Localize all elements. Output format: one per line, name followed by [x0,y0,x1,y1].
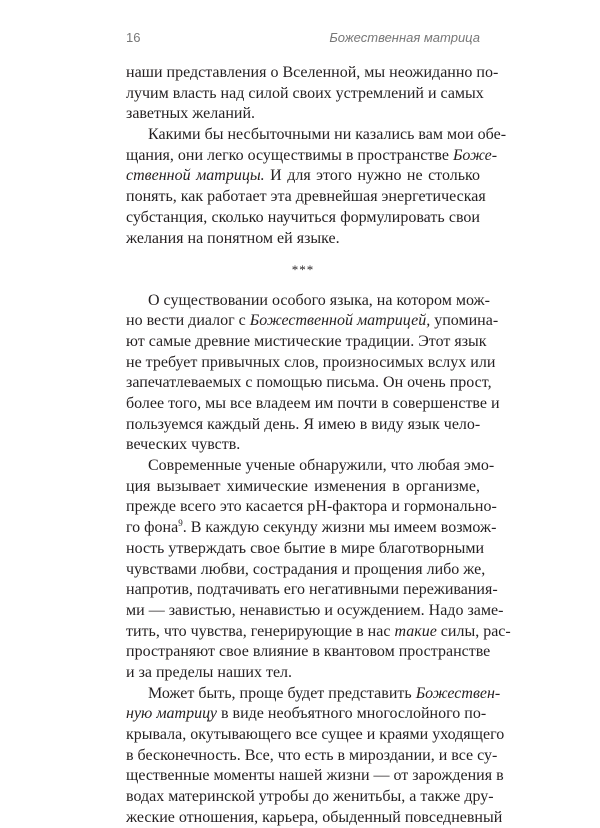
text-line [126,663,480,684]
text-line [126,518,497,539]
body-text [126,63,511,828]
text-run: не требует привычных слов, произносимых вслух или [126,353,496,371]
text-run: Может быть, проще будет представить [148,684,416,702]
text-line [126,477,480,498]
italic-text: такие [394,622,437,640]
footnote-marker: 9 [178,518,183,529]
text-line [126,415,480,436]
paragraph [126,456,511,684]
text-run: ция вызывает химические изменения в организме, [126,477,480,495]
text-run: водах материнской утробы до женитьбы, а также дру- [126,788,494,806]
text-run: желания на понятном ей языке. [126,229,340,247]
text-line [126,63,499,84]
italic-text: Божествен- [415,684,501,702]
text-run: го фона [126,519,179,537]
text-run: лучим власть над силой своих устремлений и самых [126,84,484,102]
text-run: Какими бы несбыточными ни казались вам мои обе- [148,126,507,144]
text-line [126,353,496,374]
text-line [126,456,495,477]
text-line [126,497,497,518]
text-run: запечатлеваемых с помощью письма. Он очень прост, [126,374,492,392]
text-run: ми — завистью, ненавистью и осуждением. Надо заме- [126,601,504,619]
text-run: прежде всего это касается рН-фактора и гормонально- [126,498,497,516]
text-line [126,704,487,725]
page-header [126,30,480,48]
text-run: крывала, окутывающего все сущее и краями уходящего [126,726,505,744]
text-run: Современные ученые обнаружили, что любая эмо- [148,457,495,475]
text-run: щественные моменты нашей жизни — от зарождения в [126,767,504,785]
text-line [126,146,498,167]
text-run: веческих чувств. [126,436,241,454]
italic-text: ственной матрицы. [126,167,265,185]
text-run: заветных желаний. [126,105,256,123]
text-run: ность утверждать свое бытие в мире благотворными [126,539,485,557]
text-line [126,539,485,560]
text-line [126,332,487,353]
italic-text: ную матрицу [126,705,217,723]
italic-text: Божественной матрицей, [249,312,431,330]
text-line [126,187,486,208]
text-line [126,104,480,125]
text-line [126,560,486,581]
text-line [126,642,491,663]
page-number: 16 [126,30,141,45]
text-line [126,291,490,312]
text-line [126,622,511,643]
text-run: но вести диалог с [126,312,250,330]
text-run: чувствами любви, сострадания и прощения либо же, [126,560,486,578]
text-run: в бесконечность. Все, что есть в мироздании, и все су- [126,746,498,764]
text-run: силы, рас- [436,622,511,640]
text-run: упомина- [430,312,499,330]
text-line [126,84,484,105]
text-run: тить, что чувства, генерирующие в нас [126,622,395,640]
text-line [126,208,480,229]
text-line [126,808,503,828]
text-line [126,435,480,456]
text-line [126,580,498,601]
text-line [126,787,494,808]
text-line [126,746,498,767]
paragraph [126,684,505,828]
text-run: ют самые древние мистические традиции. Этот язык [126,332,487,350]
italic-text: Боже- [452,146,498,164]
text-line [126,684,501,705]
section-separator: *** [291,262,315,278]
text-run: пользуемся каждый день. Я имею в виду язык чело- [126,415,481,433]
text-line [126,725,505,746]
text-run: щания, они легко осуществимы в пространстве [126,146,453,164]
text-run: понять, как работает эта древнейшая энергетическая [126,188,486,206]
text-run: О существовании особого языка, на котором мож- [148,291,490,309]
text-line [126,766,504,787]
text-line [126,601,504,622]
running-title: Божественная матрица [329,30,480,45]
paragraph [126,291,500,457]
text-run: и за пределы наших тел. [126,663,293,681]
text-run: в виде необъятного многослойного по- [216,705,487,723]
text-line [126,373,492,394]
text-line [126,394,500,415]
text-run: И для этого нужно не столько [264,167,480,185]
text-run: . В каждую секунду жизни мы имеем возмож- [182,519,497,537]
text-run: напротив, подтачивать его негативными переживания- [126,581,498,599]
text-line [126,125,507,146]
text-line [126,311,499,332]
paragraph [126,125,507,249]
text-run: жеские отношения, карьера, обыденный повседневный [126,808,503,826]
text-line [126,229,480,250]
text-run: пространяют свое влияние в квантовом пространстве [126,643,491,661]
text-run: субстанция, сколько научиться формулировать свои [126,208,480,226]
text-run: более того, мы все владеем им почти в совершенстве и [126,395,500,413]
paragraph [126,63,499,125]
text-run: наши представления о Вселенной, мы неожиданно по- [126,64,499,81]
text-line [126,166,480,187]
